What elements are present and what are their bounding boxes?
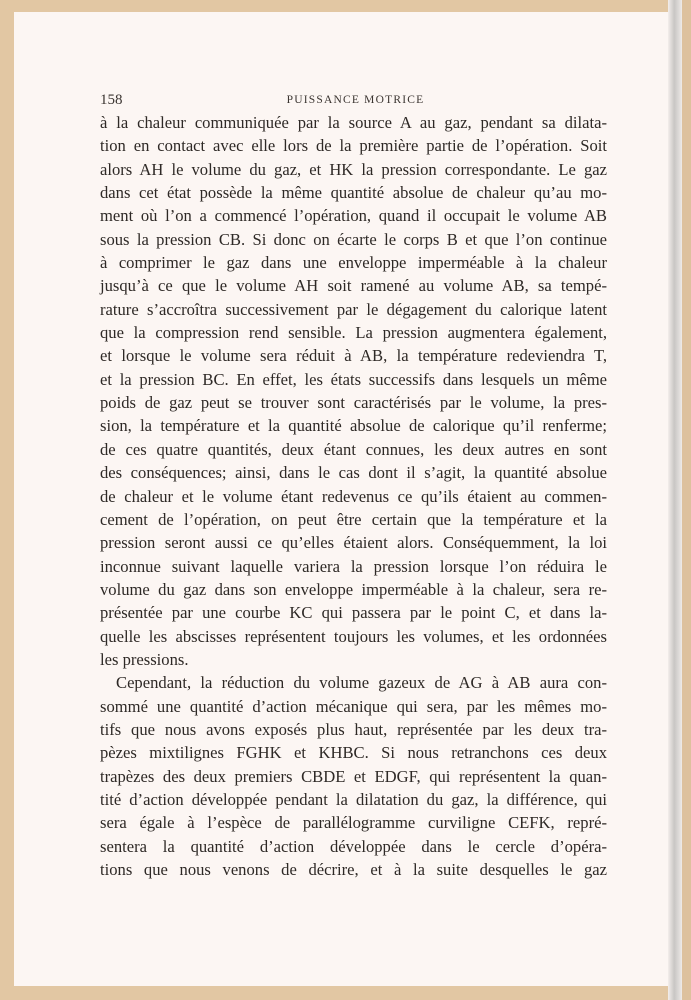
text-line: tité d’action développée pendant la dilatation du gaz, la différence, qui bbox=[100, 789, 607, 809]
text-line: tions que nous venons de décrire, et à la suite desquelles le gaz bbox=[100, 860, 607, 879]
text-line: inconnue suivant laquelle variera la pression lorsque l’on réduira le bbox=[100, 556, 607, 576]
text-line: de chaleur et le volume étant redevenus ce qu’ils étaient au commen- bbox=[100, 486, 607, 506]
text-line: de ces quatre quantités, deux étant connues, les deux autres en sont bbox=[100, 439, 607, 459]
text-line: dans cet état possède la même quantité absolue de chaleur qu’au mo- bbox=[100, 183, 607, 203]
paragraph-1 bbox=[100, 111, 607, 671]
text-line: que la compression rend sensible. La pression augmentera également, bbox=[100, 323, 607, 343]
text-line: et lorsque le volume sera réduit à AB, la température redeviendra T, bbox=[100, 346, 607, 366]
text-line: alors AH le volume du gaz, et HK la pression correspondante. Le gaz bbox=[100, 159, 607, 179]
text-line: Cependant, la réduction du volume gazeux de AG à AB aura con- bbox=[116, 673, 607, 693]
text-line: quelle les abscisses représentent toujours les volumes, et les ordonnées bbox=[100, 626, 607, 646]
text-line: sera égale à l’espèce de parallélogramme curviligne CEFK, repré- bbox=[100, 813, 607, 833]
page-number: 158 bbox=[100, 92, 123, 108]
text-line: tifs que nous avons exposés plus haut, représentée par les deux tra- bbox=[100, 719, 607, 739]
text-line: présentée par une courbe KC qui passera par le point C, et dans la- bbox=[100, 603, 607, 623]
text-line: poids de gaz peut se trouver sont caractérisés par le volume, la pres- bbox=[100, 393, 607, 413]
text-line: sommé une quantité d’action mécanique qui sera, par les mêmes mo- bbox=[100, 696, 607, 716]
text-line: volume du gaz dans son enveloppe imperméable à la chaleur, sera re- bbox=[100, 579, 607, 599]
text-line: sentera la quantité d’action développée dans le cercle d’opéra- bbox=[100, 836, 607, 856]
text-line: ment où l’on a commencé l’opération, quand il occupait le volume AB bbox=[100, 206, 607, 226]
paragraph-2 bbox=[100, 671, 607, 881]
page-edge-shadow bbox=[668, 0, 682, 1000]
text-line: cement de l’opération, on peut être certain que la température et la bbox=[100, 509, 607, 529]
text-line: des conséquences; ainsi, dans le cas dont il s’agit, la quantité absolue bbox=[100, 463, 607, 483]
text-line: trapèzes des deux premiers CBDE et EDGF, qui représentent la quan- bbox=[100, 766, 607, 786]
text-line: à comprimer le gaz dans une enveloppe imperméable à la chaleur bbox=[100, 253, 607, 273]
text-line: jusqu’à ce que le volume AH soit ramené au volume AB, sa tempé- bbox=[100, 276, 607, 296]
text-line: sous la pression CB. Si donc on écarte le corps B et que l’on continue bbox=[100, 229, 607, 249]
text-line: les pressions. bbox=[100, 649, 189, 669]
scan-border bbox=[682, 0, 691, 1000]
text-line: rature s’accroîtra successivement par le dégagement du calorique latent bbox=[100, 299, 607, 319]
text-line: tion en contact avec elle lors de la première partie de l’opération. Soit bbox=[100, 136, 607, 156]
text-line: sion, la température et la quantité absolue de calorique qu’il renferme; bbox=[100, 416, 607, 436]
text-line: et la pression BC. En effet, les états successifs dans lesquels un même bbox=[100, 369, 607, 389]
text-line: à la chaleur communiquée par la source A au gaz, pendant sa dilata- bbox=[100, 113, 607, 132]
running-head: PUISSANCE MOTRICE bbox=[286, 94, 425, 106]
text-line: pèzes mixtilignes FGHK et KHBC. Si nous retranchons ces deux bbox=[100, 743, 607, 763]
body-text bbox=[100, 111, 607, 881]
text-line: pression seront aussi ce qu’elles étaient alors. Conséquemment, la loi bbox=[100, 533, 607, 553]
page-header bbox=[100, 92, 607, 112]
